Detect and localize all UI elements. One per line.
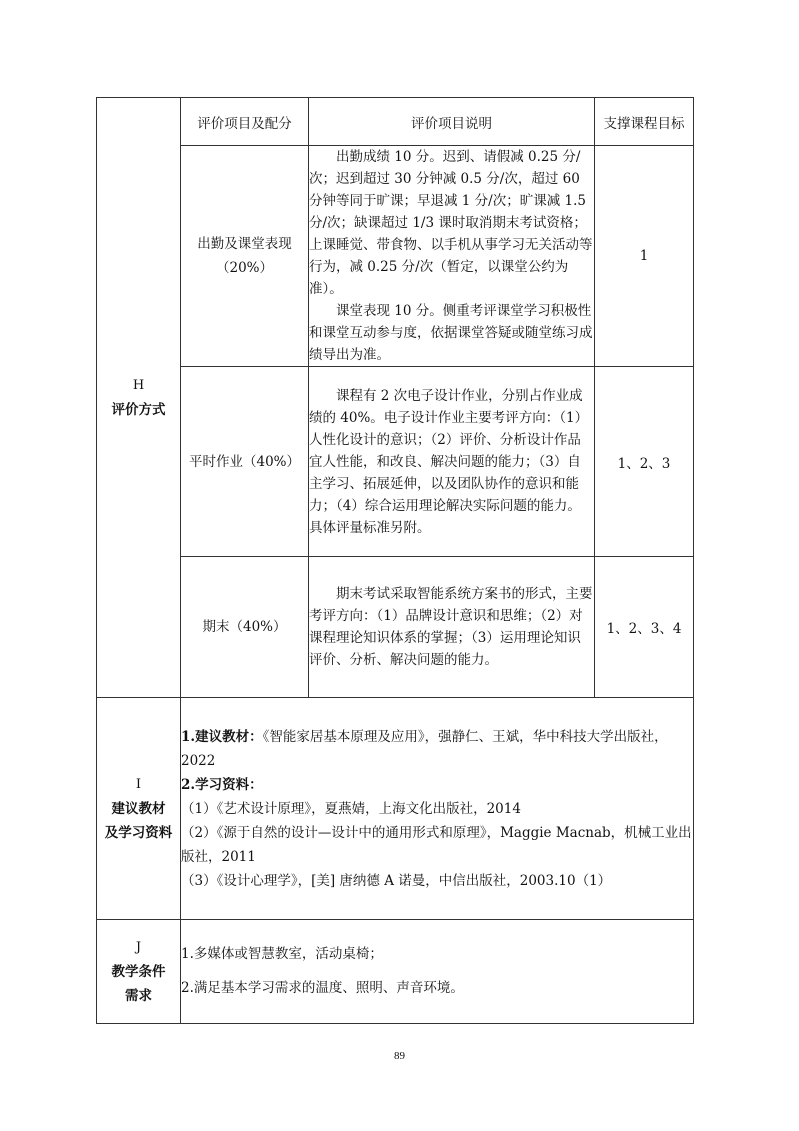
header-item: 评价项目及配分 bbox=[181, 98, 309, 146]
section-i-row bbox=[97, 698, 694, 920]
section-h-code: H bbox=[132, 377, 145, 393]
section-i-label bbox=[97, 698, 181, 920]
materials-label: 2.学习资料： bbox=[181, 776, 263, 793]
eval-item-attendance-name: 出勤及课堂表现 bbox=[197, 236, 292, 252]
section-i-code: I bbox=[135, 776, 142, 792]
eval-row-attendance bbox=[97, 146, 694, 367]
eval-row-final bbox=[97, 557, 694, 698]
eval-desc-attendance bbox=[309, 146, 595, 367]
section-i-title-1: 建议教材 bbox=[111, 800, 166, 817]
section-j-content bbox=[181, 920, 694, 1024]
material-item: （2）《源于自然的设计—设计中的通用形式和原理》，Maggie Macnab，机械工业出版社，2011 bbox=[181, 824, 692, 865]
section-j-code: J bbox=[135, 939, 142, 955]
page-number: 89 bbox=[394, 1050, 405, 1062]
eval-header-row bbox=[97, 98, 694, 146]
eval-desc-homework bbox=[309, 367, 595, 557]
section-h-label bbox=[97, 98, 181, 698]
eval-desc-attendance-p2: 课堂表现 10 分。侧重考评课堂学习积极性和课堂互动参与度，依据课堂答疑或随堂练习成绩导出为准。 bbox=[309, 303, 593, 363]
section-h-title: 评价方式 bbox=[111, 401, 166, 418]
textbook-label: 1.建议教材： bbox=[181, 728, 263, 745]
eval-item-homework: 平时作业（40%） bbox=[181, 367, 309, 557]
section-i-content bbox=[181, 698, 694, 920]
material-item: （3）《设计心理学》，[美] 唐纳德 A 诺曼，中信出版社，2003.10（1） bbox=[181, 872, 612, 889]
section-j-title-1: 教学条件 bbox=[111, 963, 166, 980]
eval-desc-homework-p1: 课程有 2 次电子设计作业，分别占作业成绩的 40%。电子设计作业主要考评方向：（1）人性化设计的意识；（2）评价、分析设计作品宜人性能，和改良、解决问题的能力；（3）自主学习、拓展延伸，以及团队协作的意识和能力；（4）综合运用理论解决实际问题的能力。具体评量标准另附。 bbox=[309, 387, 589, 536]
eval-goal-attendance: 1 bbox=[595, 146, 694, 367]
course-table bbox=[96, 97, 694, 1024]
eval-item-attendance-weight: （20%） bbox=[215, 260, 273, 276]
eval-row-homework bbox=[97, 367, 694, 557]
eval-desc-attendance-p1: 出勤成绩 10 分。迟到、请假减 0.25 分/次；迟到超过 30 分钟减 0.5 分/次，超过 60 分钟等同于旷课；早退减 1 分/次；旷课减 1.5 分/次；缺课超过 1/3 课时取消期末考试资格；上课睡觉、带食物、以手机从事学习无关活动等行为，减 0.25 分/次（暂定，以课堂公约为准）。 bbox=[309, 149, 593, 297]
textbook-line bbox=[181, 725, 693, 773]
eval-item-final: 期末（40%） bbox=[181, 557, 309, 698]
material-item: （1）《艺术设计原理》，夏燕婧，上海文化出版社，2014 bbox=[181, 800, 521, 817]
eval-goal-homework: 1、2、3 bbox=[595, 367, 694, 557]
section-j-row bbox=[97, 920, 694, 1024]
section-j-title-2: 需求 bbox=[125, 987, 152, 1004]
eval-desc-final-p1: 期末考试采取智能系统方案书的形式，主要考评方向：（1）品牌设计意识和思维；（2）对课程理论知识体系的掌握；（3）运用理论知识评价、分析、解决问题的能力。 bbox=[309, 586, 593, 668]
eval-item-attendance bbox=[181, 146, 309, 367]
eval-goal-final: 1、2、3、4 bbox=[595, 557, 694, 698]
header-desc: 评价项目说明 bbox=[309, 98, 595, 146]
condition-item: 1.多媒体或智慧教室，活动桌椅； bbox=[181, 946, 383, 962]
section-i-title-2: 及学习资料 bbox=[104, 824, 173, 841]
header-goal: 支撑课程目标 bbox=[595, 98, 694, 146]
textbook-text: 《智能家居基本原理及应用》，强静仁、王斌，华中科技大学出版社，2022 bbox=[181, 728, 668, 769]
eval-desc-final bbox=[309, 557, 595, 698]
section-j-label bbox=[97, 920, 181, 1024]
condition-item: 2.满足基本学习需求的温度、照明、声音环境。 bbox=[181, 980, 464, 996]
